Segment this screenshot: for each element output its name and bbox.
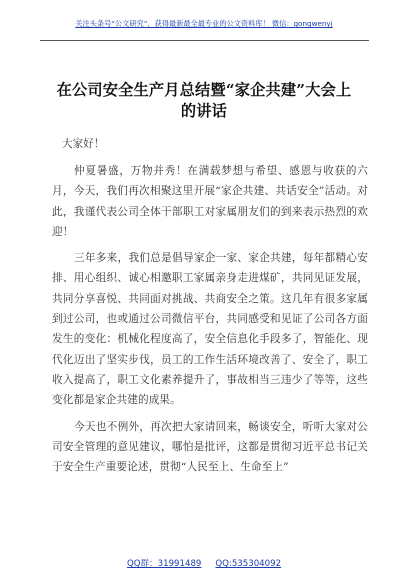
document-title: 在公司安全生产月总结暨“家企共建”大会上的讲话 <box>56 81 352 120</box>
paragraph-3: 今天也不例外，再次把大家请回来，畅谈安全，听听大家对公司安全管理的意见建议，哪怕是批评，这都是贯彻习近平总书记关于安全生产重要论述，贯彻“人民至上、生命至上” <box>52 420 368 474</box>
paragraph-1: 仲夏暑盛，万物并秀！在满载梦想与希望、感恩与收获的六月，今天，我们再次相聚这里开展“家企共建、共话安全”活动。对此，我谨代表公司全体干部职工对家属朋友们的到来表示热烈的欢迎！ <box>52 165 368 238</box>
footer-contact <box>0 557 408 569</box>
paragraph-2: 三年多来，我们总是倡导家企一家、家企共建，每年都精心安排、用心组织、诚心相邀职工家属亲身走进煤矿，共同见证发展，共同分享喜悦、共同面对挑战、共商安全之策。这几年有很多家属到过公司，也或通过公司微信平台，共同感受和见证了公司各方面发生的变化：机械化程度高了，安全信息化手段多了，智能化、现代化迈出了坚实步伐，员工的工作生活环境改善了、安全了，职工收入提高了，职工文化素养提升了，事故相当三违少了等等，这些变化都是家企共建的成果。 <box>52 252 368 407</box>
header-promo-link[interactable]: 关注头条号“公文研究”，获得最新最全最专业的公文资料库！ 微信：gongwenyj <box>75 19 333 28</box>
footer-qq-number[interactable]: QQ:535304092 <box>215 559 282 569</box>
header-divider <box>40 40 369 41</box>
footer-qq-group[interactable]: QQ群：31991489 <box>126 559 202 569</box>
document-body <box>52 134 368 483</box>
greeting: 大家好！ <box>62 138 105 150</box>
